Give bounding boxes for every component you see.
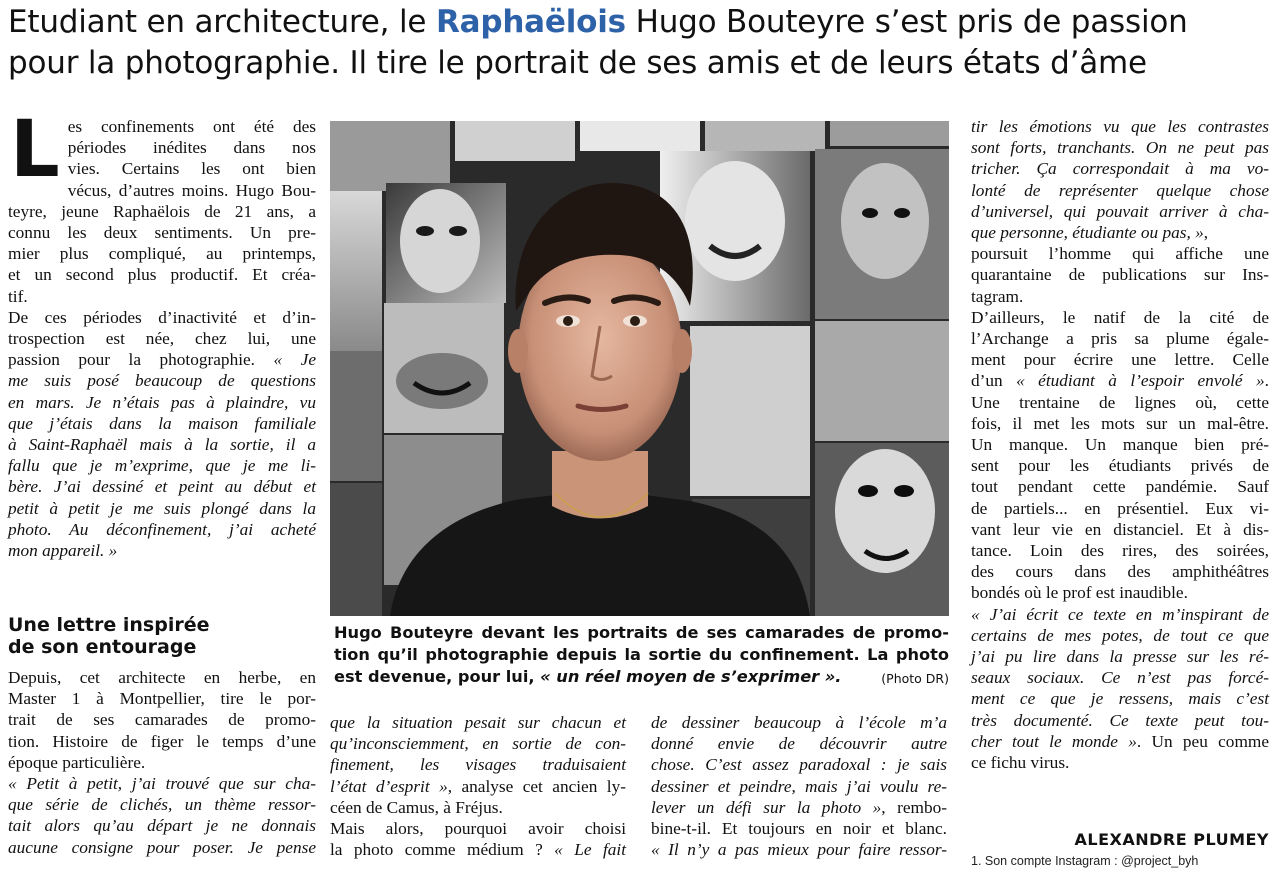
text-line: es confinements ont été des (67, 117, 316, 136)
text-line: quarantaine de publications sur Ins- (971, 265, 1269, 285)
quote-line: que personne, étudiante ou pas, », (971, 223, 1209, 243)
drop-cap: L (10, 105, 60, 195)
quote-line: photo. Au déconfinement, j’ai acheté (8, 519, 316, 539)
text-line: ment pour écrire une lettre. Celle (971, 350, 1269, 370)
text-line: tif. (8, 286, 28, 306)
photo-illustration (330, 121, 949, 616)
text-line: bine-t-il. Et toujours en noir et blanc. (651, 819, 947, 839)
text-line: vies. Certains les ont bien (67, 159, 316, 179)
quote-line: tir les émotions vu que les contrastes (971, 117, 1269, 136)
text-line: la photo comme médium ? « Le fait (330, 840, 627, 860)
quote-line: très documenté. Ce texte peut tou- (971, 710, 1269, 730)
quote-line: ment ce que je ressens, mais c’est (971, 689, 1269, 709)
text-line: ce fichu virus. (971, 753, 1070, 773)
caption-line: Hugo Bouteyre devant les portraits de ses camarades de promo- (334, 623, 949, 642)
text-line: et un second plus productif. Et créa- (8, 265, 316, 285)
quote-line: que j’étais dans la maison familiale (8, 413, 316, 433)
text-line: l’Archange a pris sa plume égale- (971, 329, 1269, 349)
text-line: l’état d’esprit », analyse cet ancien ly- (330, 776, 626, 796)
quote-line: certains de mes potes, de tout ce que (971, 625, 1269, 645)
quote-line: que série de clichés, un thème ressor- (8, 795, 316, 815)
caption-line: est devenue, pour lui, « un réel moyen de s’exprimer ». (Photo DR) (334, 666, 949, 688)
quote-line: me suis posé beaucoup de questions (8, 371, 316, 391)
caption-line: tion qu’il photographie depuis la sortie du confinement. La photo (334, 645, 949, 665)
text-line: sent pour les étudiants privés de (971, 456, 1269, 476)
text-line: Depuis, cet architecte en herbe, en (8, 668, 316, 687)
text-line: mier plus compliqué, au printemps, (8, 244, 316, 264)
text-line: Mais alors, pourquoi avoir choisi (330, 819, 626, 839)
text-line: céen de Camus, à Fréjus. (330, 797, 503, 817)
text-line: cher tout le monde ». Un peu comme (971, 731, 1270, 751)
photo-credit: (Photo DR) (881, 671, 949, 687)
text-line: poursuit l’homme qui affiche une (971, 244, 1269, 264)
quote-line: tait alors qu’au départ je ne donnais (8, 816, 316, 836)
text-line: vécus, d’autres moins. Hugo Bou- (67, 180, 316, 200)
text-line: D’ailleurs, le natif de la cité de (971, 307, 1269, 327)
text-line: des cours dans des amphithéâtres (971, 562, 1269, 582)
article-column-1-continued (8, 667, 316, 858)
quote-line: qu’inconsciemment, en sortie de con- (330, 734, 626, 754)
quote-line: seaux sociaux. Ce n’est pas forcé- (971, 668, 1269, 688)
quote-line: dessiner et peindre, mais j’ai voulu re- (651, 776, 947, 796)
text-line: périodes inédites dans nos (67, 138, 316, 158)
quote-line: fallu que je m’exprime, que je me li- (8, 456, 316, 476)
quote-line: sont forts, tranchants. On ne peut pas (971, 138, 1269, 158)
article-column-4 (971, 116, 1269, 773)
quote-line: de dessiner beaucoup à l’école m’a (651, 713, 947, 732)
quote-line: « Petit à petit, j’ai trouvé que sur cha- (8, 774, 316, 794)
text-line: passion pour la photographie. « Je (8, 350, 316, 370)
photo-caption (334, 622, 949, 691)
section-subhead: Une lettre inspirée de son entourage (8, 614, 210, 658)
quote-line: j’ai pu lire dans la presse sur les ré- (971, 647, 1269, 667)
quote-line: mon appareil. » (8, 541, 118, 561)
text-line: connu les deux sentiments. Un pre- (8, 223, 316, 243)
text-line: fois, il met les mots sur un mal-être. (971, 413, 1269, 433)
text-line: De ces périodes d’inactivité et d’in- (8, 307, 316, 327)
quote-line: donné envie de découvrir autre (651, 734, 947, 754)
author-byline: ALEXANDRE PLUMEY (1074, 830, 1269, 849)
text-line: trospection est née, chez lui, une (8, 329, 316, 349)
quote-line: chose. C’est assez paradoxal : je sais (651, 755, 947, 775)
text-line: trait de ses camarades de promo- (8, 710, 316, 730)
text-line: tion. Histoire de figer le temps d’une (8, 731, 316, 751)
text-line: d’un « étudiant à l’espoir envolé ». (971, 371, 1269, 391)
quote-line: petit à petit je me suis plongé dans la (8, 498, 316, 518)
quote-line: finement, les visages traduisaient (330, 755, 626, 775)
quote-line: en mars. Je n’étais pas à plaindre, vu (8, 392, 316, 412)
quote-line: bère. J’ai dessiné et peint au début et (8, 477, 316, 497)
quote-line: aucune consigne pour poser. Je pense (8, 837, 316, 857)
quote-line: « Il n’y a pas mieux pour faire ressor- (651, 840, 947, 860)
text-line: teyre, jeune Raphaëlois de 21 ans, a (8, 201, 316, 221)
text-line: de partiels... en présentiel. Eux vi- (971, 498, 1269, 518)
quote-line: à Saint-Raphaël mais à la sortie, il a (8, 435, 316, 455)
text-line: bondés où le prof est inaudible. (971, 583, 1188, 603)
quote-line: « J’ai écrit ce texte en m’inspirant de (971, 604, 1269, 624)
article-photo (330, 121, 949, 616)
headline-line-2: pour la photographie. Il tire le portrait de ses amis et de leurs états d’âme (8, 45, 1147, 81)
quote-line: tricher. Ça correspondait à ma vo- (971, 159, 1269, 179)
quote-line: lonté de représenter quelque chose (971, 180, 1269, 200)
footnote: 1. Son compte Instagram : @project_byh (971, 854, 1199, 868)
article-column-1 (8, 105, 316, 561)
text-line: Master 1 à Montpellier, tire le por- (8, 689, 316, 709)
quote-line: que la situation pesait sur chacun et (330, 713, 626, 732)
text-line: vant leur vie en distanciel. Et à dis- (971, 519, 1269, 539)
text-line: Un manque. Un manque bien pré- (971, 435, 1269, 455)
headline-line-1: Etudiant en architecture, le Raphaëlois Hugo Bouteyre s’est pris de passion (8, 4, 1188, 40)
text-line: lever un défi sur la photo », rembo- (651, 797, 947, 817)
text-line: tance. Loin des rires, des soirées, (971, 541, 1269, 561)
headline-accent: Raphaëlois (435, 4, 626, 40)
headline (8, 2, 1270, 84)
text-line: époque particulière. (8, 752, 146, 772)
article-column-2 (330, 712, 626, 860)
text-line: tagram. (971, 286, 1024, 306)
article-column-3 (651, 712, 947, 860)
text-line: Une trentaine de lignes où, cette (971, 392, 1269, 412)
quote-line: d’universel, qui pouvait arriver à cha- (971, 201, 1269, 221)
text-line: tout pendant cette pandémie. Sauf (971, 477, 1269, 497)
